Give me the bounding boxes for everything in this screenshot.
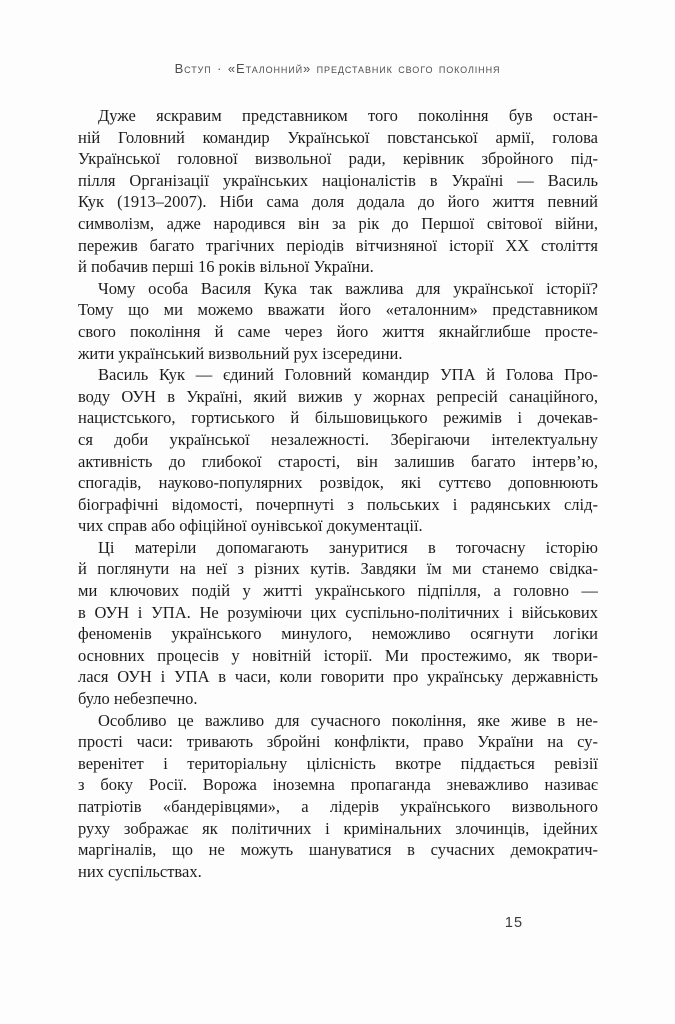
- text-line: й поглянути на неї з різних кутів. Завдяки їм ми станемо свідка-: [78, 559, 598, 579]
- text-line: ній Головний командир Української повстанської армії, голова: [78, 127, 598, 147]
- text-line: й побачив перші 16 років вільної України.: [78, 257, 374, 277]
- text-line: прості часи: тривають збройні конфлікти, право України на су-: [78, 732, 598, 752]
- text-line: нацистського, гортиського й більшовицького режимів і дочекав-: [78, 408, 598, 428]
- text-line: біографічні відомості, почерпнуті з польських і радянських слід-: [78, 494, 598, 514]
- text-line: з боку Росії. Ворожа іноземна пропаганда зневажливо називає: [78, 775, 598, 795]
- text-line: основних процесів у новітній історії. Ми простежимо, як твори-: [78, 645, 598, 665]
- text-line: Особливо це важливо для сучасного покоління, яке живе в не-: [98, 710, 598, 730]
- text-line: було небезпечно.: [78, 689, 198, 709]
- text-line: символізм, адже народився він за рік до Першої світової війни,: [78, 213, 598, 233]
- running-header: Вступ · «Еталонний» представник свого покоління: [174, 61, 501, 76]
- text-line: Української головної визвольної ради, керівник збройного під-: [78, 149, 598, 169]
- paragraph: [78, 105, 598, 278]
- text-line: свого покоління й саме через його життя якнайглибше просте-: [78, 321, 598, 341]
- text-line: лася ОУН і УПА в часи, коли говорити про українську державність: [78, 667, 598, 687]
- text-line: ся доби української незалежності. Зберігаючи інтелектуальну: [78, 429, 598, 449]
- text-line: Дуже яскравим представником того покоління був остан-: [98, 106, 598, 125]
- page-number: 15: [504, 915, 524, 931]
- paragraph: [78, 537, 598, 710]
- text-line: руху зображає як політичних і кримінальних злочинців, ідейних: [78, 818, 598, 838]
- paragraph: [78, 364, 598, 537]
- text-line: ми ключових подій у житті українського підпілля, а головно —: [78, 581, 598, 601]
- page-text: [78, 105, 598, 882]
- text-line: Кук (1913–2007). Ніби сама доля додала до його життя певний: [78, 192, 598, 212]
- text-line: феноменів українського минулого, неможливо осягнути логіки: [78, 624, 598, 644]
- text-line: Чому особа Василя Кука так важлива для української історії?: [98, 278, 598, 298]
- text-line: жити український визвольний рух ізсередини.: [78, 343, 403, 363]
- text-line: Ці матеріли допомагають зануритися в тогочасну історію: [98, 537, 598, 557]
- text-line: воду ОУН в Україні, який вижив у жорнах репресій санаційного,: [78, 386, 598, 406]
- paragraph: [78, 710, 598, 883]
- text-line: патріотів «бандерівцями», а лідерів українського визвольного: [78, 797, 598, 816]
- text-line: в ОУН і УПА. Не розуміючи цих суспільно-політичних і військових: [78, 602, 598, 622]
- text-line: активність до глибокої старості, він залишив багато інтерв’ю,: [78, 451, 598, 471]
- text-line: маргіналів, що не можуть шануватися в сучасних демократич-: [78, 840, 598, 860]
- text-line: пережив багато трагічних періодів вітчизняної історії ХХ століття: [78, 235, 598, 255]
- text-line: Василь Кук — єдиний Головний командир УПА й Голова Про-: [98, 365, 598, 385]
- text-line: чих справ або офіційної оунівської документації.: [78, 516, 423, 536]
- paragraph: [78, 278, 598, 364]
- text-line: пілля Організації українських націоналістів в Україні — Василь: [78, 170, 598, 190]
- text-line: Тому що ми можемо вважати його «еталонним» представником: [78, 300, 598, 320]
- text-line: них суспільствах.: [78, 861, 202, 881]
- text-line: веренітет і територіальну цілісність вкотре піддається ревізії: [78, 753, 598, 773]
- text-line: спогадів, науково-популярних розвідок, які суттєво доповнюють: [78, 473, 598, 493]
